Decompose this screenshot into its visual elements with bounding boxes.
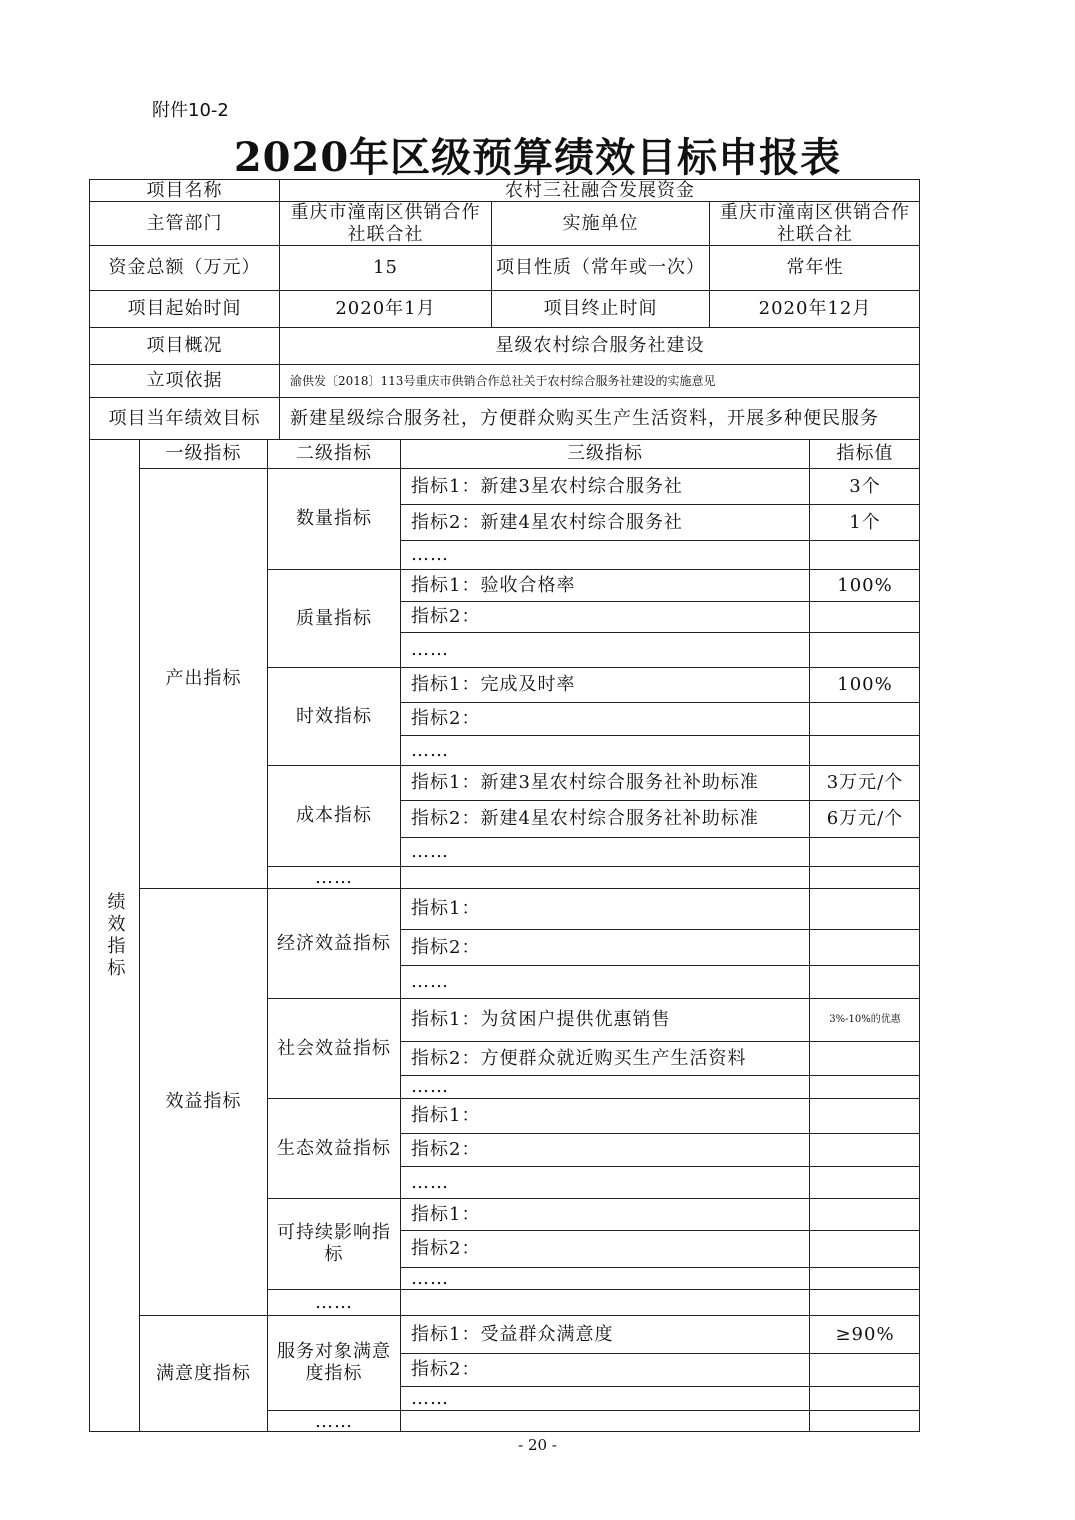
indicator-value: 3%-10%的优惠 (809, 998, 920, 1041)
level3-ellipsis: …… (400, 735, 809, 765)
indicator-value: 6万元/个 (809, 800, 920, 837)
impl-label: 实施单位 (491, 201, 709, 245)
indicator-value-empty (809, 1410, 920, 1432)
col-header-level3: 三级指标 (400, 439, 809, 468)
level3-ellipsis: …… (400, 1386, 809, 1410)
indicator-value-empty (809, 1267, 920, 1289)
level2-quality: 质量指标 (267, 569, 400, 667)
nature-label: 项目性质（常年或一次） (491, 245, 709, 290)
indicator-value-empty (809, 1133, 920, 1166)
level2-ellipsis: …… (267, 866, 400, 888)
level2-ecological: 生态效益指标 (267, 1098, 400, 1198)
level3-ellipsis: …… (400, 1075, 809, 1098)
level3-item: 指标1： (400, 1098, 809, 1133)
level3-item: 指标2：方便群众就近购买生产生活资料 (400, 1041, 809, 1075)
level3-empty (400, 1289, 809, 1315)
level2-ellipsis: …… (267, 1289, 400, 1315)
indicator-value-empty (809, 1230, 920, 1267)
col-header-level2: 二级指标 (267, 439, 400, 468)
project-name-value: 农村三社融合发展资金 (279, 179, 920, 201)
level2-timeliness: 时效指标 (267, 667, 400, 765)
indicator-value: 1个 (809, 504, 920, 540)
funds-value: 15 (279, 245, 491, 290)
level3-empty (400, 1410, 809, 1432)
indicator-value-empty (809, 1353, 920, 1386)
indicator-value: 3万元/个 (809, 765, 920, 800)
indicator-value-empty (809, 929, 920, 965)
level3-ellipsis: …… (400, 965, 809, 998)
budget-table (89, 179, 920, 1432)
level3-item: 指标2：新建4星农村综合服务社补助标准 (400, 800, 809, 837)
indicator-value: ≥90% (809, 1315, 920, 1353)
col-header-value: 指标值 (809, 439, 920, 468)
indicator-value-empty (809, 1198, 920, 1230)
level3-item: 指标1：新建3星农村综合服务社 (400, 468, 809, 504)
funds-label: 资金总额（万元） (89, 245, 279, 290)
indicator-value-empty (809, 888, 920, 929)
level3-ellipsis: …… (400, 1166, 809, 1198)
page-title: 2020年区级预算绩效目标申报表 (233, 134, 842, 181)
level2-social: 社会效益指标 (267, 998, 400, 1098)
level2-quantity: 数量指标 (267, 468, 400, 569)
indicator-value-empty (809, 1098, 920, 1133)
level3-item: 指标1：新建3星农村综合服务社补助标准 (400, 765, 809, 800)
level3-empty (400, 866, 809, 888)
indicator-value-empty (809, 1386, 920, 1410)
level3-item: 指标2：新建4星农村综合服务社 (400, 504, 809, 540)
level1-benefit: 效益指标 (139, 888, 267, 1315)
level3-item: 指标2： (400, 1353, 809, 1386)
indicator-value-empty (809, 1289, 920, 1315)
level2-ellipsis: …… (267, 1410, 400, 1432)
level3-item: 指标1：为贫困户提供优惠销售 (400, 998, 809, 1041)
level3-item: 指标1：完成及时率 (400, 667, 809, 702)
level3-ellipsis: …… (400, 632, 809, 667)
attachment-label: 附件10-2 (152, 100, 229, 121)
level3-ellipsis: …… (400, 1267, 809, 1289)
dept-label: 主管部门 (89, 201, 279, 245)
level3-item: 指标2： (400, 929, 809, 965)
level3-ellipsis: …… (400, 540, 809, 569)
indicator-value-empty (809, 702, 920, 735)
impl-value: 重庆市潼南区供销合作社联合社 (709, 201, 920, 245)
nature-value: 常年性 (709, 245, 920, 290)
level3-item: 指标2： (400, 601, 809, 632)
dept-value: 重庆市潼南区供销合作社联合社 (279, 201, 491, 245)
level1-satisfaction: 满意度指标 (139, 1315, 267, 1432)
section-label: 绩效指标 (89, 439, 139, 1432)
page-number: - 20 - (518, 1436, 557, 1454)
end-label: 项目终止时间 (491, 290, 709, 327)
indicator-value-empty (809, 601, 920, 632)
indicator-value-empty (809, 540, 920, 569)
level2-cost: 成本指标 (267, 765, 400, 866)
indicator-value-empty (809, 735, 920, 765)
level3-item: 指标2： (400, 1133, 809, 1166)
goal-label: 项目当年绩效目标 (89, 397, 279, 439)
indicator-value: 100% (809, 667, 920, 702)
indicator-value-empty (809, 632, 920, 667)
overview-label: 项目概况 (89, 327, 279, 364)
indicator-value-empty (809, 866, 920, 888)
level3-item: 指标1：受益群众满意度 (400, 1315, 809, 1353)
start-label: 项目起始时间 (89, 290, 279, 327)
basis-label: 立项依据 (89, 364, 279, 397)
indicator-value: 100% (809, 569, 920, 601)
indicator-value-empty (809, 965, 920, 998)
start-value: 2020年1月 (279, 290, 491, 327)
indicator-value-empty (809, 1166, 920, 1198)
level1-output: 产出指标 (139, 468, 267, 888)
overview-value: 星级农村综合服务社建设 (279, 327, 920, 364)
project-name-label: 项目名称 (89, 179, 279, 201)
indicator-value-empty (809, 837, 920, 866)
goal-value: 新建星级综合服务社，方便群众购买生产生活资料，开展多种便民服务 (279, 397, 920, 439)
level3-item: 指标2： (400, 702, 809, 735)
level3-ellipsis: …… (400, 837, 809, 866)
indicator-value-empty (809, 1041, 920, 1075)
basis-value: 渝供发〔2018〕113号重庆市供销合作总社关于农村综合服务社建设的实施意见 (279, 364, 920, 397)
col-header-level1: 一级指标 (139, 439, 267, 468)
level2-economic: 经济效益指标 (267, 888, 400, 998)
indicator-value: 3个 (809, 468, 920, 504)
level3-item: 指标2： (400, 1230, 809, 1267)
end-value: 2020年12月 (709, 290, 920, 327)
level3-item: 指标1： (400, 888, 809, 929)
level2-service: 服务对象满意度指标 (267, 1315, 400, 1410)
indicator-value-empty (809, 1075, 920, 1098)
level3-item: 指标1： (400, 1198, 809, 1230)
level3-item: 指标1：验收合格率 (400, 569, 809, 601)
level2-sustainable: 可持续影响指标 (267, 1198, 400, 1289)
